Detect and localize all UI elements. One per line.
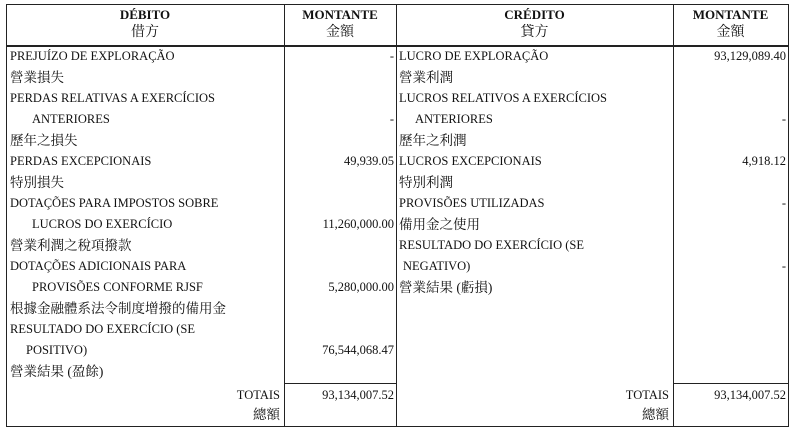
credit-totals-label: TOTAIS (625, 388, 669, 402)
credit-line-3: LUCROS RELATIVOS A EXERCÍCIOS (399, 91, 608, 105)
header-debit-amount-pt: MONTANTE (302, 7, 378, 22)
debit-amount-1: - (389, 49, 394, 63)
header-credit (396, 6, 673, 42)
debit-line-2: 營業損失 (10, 70, 64, 85)
border-left (6, 4, 7, 427)
financial-statement-table (6, 4, 789, 427)
totals-line-credit (673, 383, 789, 384)
credit-line-9: 備用金之使用 (399, 217, 480, 232)
divider-credit-amount (673, 4, 674, 427)
header-credit-amount-pt: MONTANTE (692, 7, 769, 22)
debit-line-10: 營業利潤之稅項撥款 (10, 238, 132, 253)
credit-line-5: 歷年之利潤 (399, 133, 467, 148)
credit-amount-8: - (781, 196, 786, 210)
header-debit-zh: 借方 (131, 25, 159, 40)
debit-line-3: PERDAS RELATIVAS A EXERCÍCIOS (10, 91, 216, 105)
divider-amount-credit (396, 4, 397, 427)
debit-line-16: 營業結果 (盈餘) (10, 364, 104, 379)
header-credit-zh: 貸方 (520, 25, 549, 40)
debit-amount-6: 49,939.05 (344, 154, 394, 168)
header-debit-amount (284, 6, 396, 42)
debit-line-14: RESULTADO DO EXERCÍCIO (SE (10, 322, 195, 336)
credit-amount-11: - (781, 259, 786, 273)
border-bottom (6, 426, 789, 427)
debit-line-7: 特別損失 (10, 175, 64, 190)
debit-amount-9: 11,260,000.00 (322, 217, 394, 231)
credit-amount-6: 4,918.12 (742, 154, 786, 168)
header-credit-amount (673, 6, 788, 42)
debit-line-15: POSITIVO) (26, 343, 88, 357)
credit-line-12: 營業結果 (虧損) (399, 280, 493, 295)
debit-amount-12: 5,280,000.00 (328, 280, 394, 294)
header-debit-amount-zh: 金額 (326, 25, 354, 40)
credit-line-1: LUCRO DE EXPLORAÇÃO (399, 49, 549, 63)
debit-totals-label: TOTAIS (236, 388, 280, 402)
header-debit (6, 6, 284, 42)
debit-amount-15: 76,544,068.47 (322, 343, 394, 357)
debit-line-9: LUCROS DO EXERCÍCIO (32, 217, 173, 231)
credit-totals-label-zh: 總額 (642, 407, 669, 422)
debit-line-11: DOTAÇÕES ADICIONAIS PARA (10, 259, 187, 273)
credit-line-6: LUCROS EXCEPCIONAIS (399, 154, 542, 168)
credit-amount-1: 93,129,089.40 (714, 49, 786, 63)
credit-line-11: NEGATIVO) (403, 259, 471, 273)
credit-line-7: 特別利潤 (399, 175, 453, 190)
credit-line-8: PROVISÕES UTILIZADAS (399, 196, 545, 210)
debit-line-12: PROVISÕES CONFORME RJSF (32, 280, 203, 294)
credit-line-4: ANTERIORES (415, 112, 493, 126)
debit-line-1: PREJUÍZO DE EXPLORAÇÃO (10, 49, 175, 63)
header-credit-pt: CRÉDITO (504, 7, 565, 22)
header-credit-amount-zh: 金額 (716, 25, 745, 40)
credit-total-amount: 93,134,007.52 (714, 388, 786, 402)
debit-line-5: 歷年之損失 (10, 133, 78, 148)
debit-totals-label-zh: 總額 (253, 407, 280, 422)
debit-total-amount: 93,134,007.52 (322, 388, 394, 402)
credit-amount-4: - (781, 112, 786, 126)
header-debit-pt: DÉBITO (119, 7, 171, 22)
border-right (788, 4, 789, 427)
debit-line-4: ANTERIORES (32, 112, 110, 126)
debit-line-8: DOTAÇÕES PARA IMPOSTOS SOBRE (10, 196, 219, 210)
credit-line-10: RESULTADO DO EXERCÍCIO (SE (399, 238, 584, 252)
border-top (6, 4, 789, 5)
credit-line-2: 營業利潤 (399, 70, 453, 85)
debit-line-6: PERDAS EXCEPCIONAIS (10, 154, 152, 168)
debit-amount-4: - (389, 112, 394, 126)
debit-line-13: 根據金融體系法令制度增撥的備用金 (10, 301, 226, 316)
totals-line-debit (284, 383, 397, 384)
